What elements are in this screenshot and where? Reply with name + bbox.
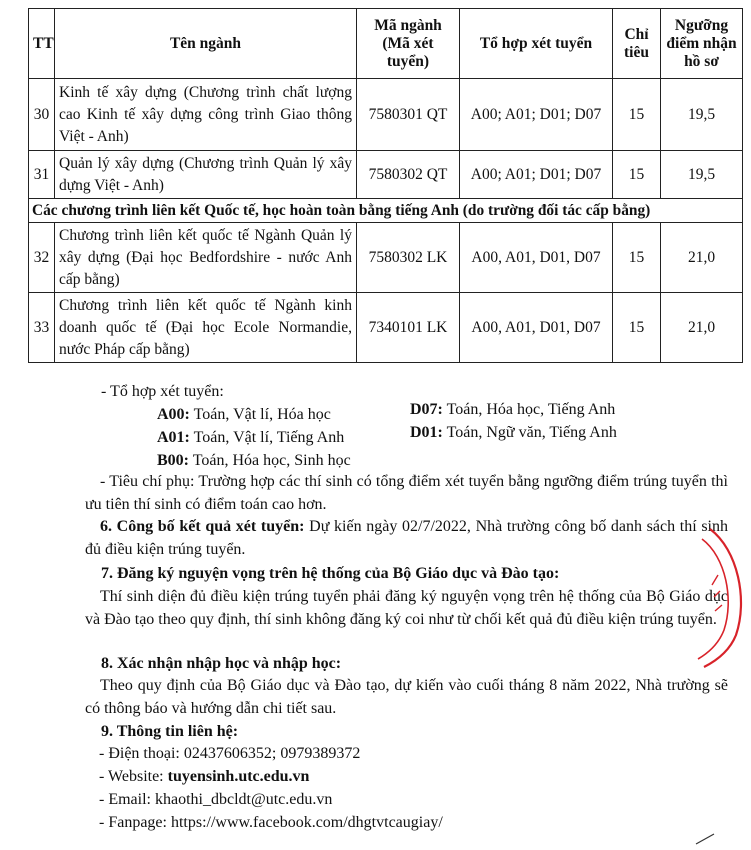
table-row bbox=[29, 151, 743, 199]
cell-name: Chương trình liên kết quốc tế Ngành Quản lý xây dựng (Đại học Bedfordshire - nước Anh cấp bằng) bbox=[55, 223, 357, 293]
contact-website-link[interactable]: tuyensinh.utc.edu.vn bbox=[167, 768, 310, 785]
combo-b00-text: Toán, Hóa học, Sinh học bbox=[189, 452, 351, 469]
combo-d01 bbox=[410, 422, 617, 444]
header-combo: Tổ hợp xét tuyển bbox=[460, 9, 613, 79]
cell-combo: A00, A01, D01, D07 bbox=[460, 293, 613, 363]
cell-code: 7580302 QT bbox=[357, 151, 460, 199]
header-code: Mã ngành (Mã xét tuyển) bbox=[357, 9, 460, 79]
cell-threshold: 21,0 bbox=[661, 223, 743, 293]
cell-name: Chương trình liên kết quốc tế Ngành kinh doanh quốc tế (Đại học Ecole Normandie, nước Pháp cấp bằng) bbox=[55, 293, 357, 363]
table-header-row bbox=[29, 9, 743, 79]
cell-quota: 15 bbox=[613, 151, 661, 199]
combo-d07 bbox=[410, 399, 615, 421]
cell-quota: 15 bbox=[613, 223, 661, 293]
contact-website-label: - Website: bbox=[99, 768, 168, 785]
cell-tt: 32 bbox=[29, 223, 55, 293]
cell-combo: A00; A01; D01; D07 bbox=[460, 79, 613, 151]
combo-b00 bbox=[157, 450, 351, 472]
combo-b00-code: B00: bbox=[157, 452, 189, 469]
section-7-text: Thí sinh diện đủ điều kiện trúng tuyển phải đăng ký nguyện vọng trên hệ thống của Bộ Giáo dục và Đào tạo theo quy định, thí sinh không đăng ký coi như từ chối kết quả đủ điều kiện trúng tuyển. bbox=[85, 588, 728, 628]
section-6-text: Dự kiến ngày 02/7/2022, Nhà trường công bố danh sách thí sinh đủ điều kiện trúng tuyển. bbox=[85, 518, 728, 558]
combo-d01-code: D01: bbox=[410, 424, 443, 441]
sub-criteria: - Tiêu chí phụ: Trường hợp các thí sinh có tổng điểm xét tuyển bằng ngưỡng điểm trúng tuyển thì ưu tiên thí sinh có điểm toán cao hơn. bbox=[85, 473, 728, 513]
section-row bbox=[29, 199, 743, 223]
header-threshold: Ngưỡng điểm nhận hồ sơ bbox=[661, 9, 743, 79]
table-row bbox=[29, 293, 743, 363]
combo-d07-text: Toán, Hóa học, Tiếng Anh bbox=[442, 401, 616, 418]
cell-code: 7340101 LK bbox=[357, 293, 460, 363]
cell-quota: 15 bbox=[613, 79, 661, 151]
combo-a01-text: Toán, Vật lí, Tiếng Anh bbox=[189, 429, 345, 446]
cell-threshold: 21,0 bbox=[661, 293, 743, 363]
section-8-heading: 8. Xác nhận nhập học và nhập học: bbox=[101, 655, 342, 672]
combo-a00-code: A00: bbox=[157, 406, 190, 423]
section-6-heading: 6. Công bố kết quả xét tuyển: bbox=[100, 518, 305, 535]
section-7-heading: 7. Đăng ký nguyện vọng trên hệ thống của Bộ Giáo dục và Đào tạo: bbox=[101, 565, 560, 582]
cell-tt: 31 bbox=[29, 151, 55, 199]
header-name: Tên ngành bbox=[55, 9, 357, 79]
combos-intro: - Tổ hợp xét tuyển: bbox=[101, 383, 224, 400]
section-6 bbox=[85, 516, 728, 561]
contact-fanpage: - Fanpage: https://www.facebook.com/dhgtvtcaugiay/ bbox=[99, 814, 443, 831]
section-title: Các chương trình liên kết Quốc tế, học hoàn toàn bằng tiếng Anh (do trường đối tác cấp bằng) bbox=[29, 199, 743, 223]
header-quota: Chỉ tiêu bbox=[613, 9, 661, 79]
combo-d07-code: D07: bbox=[410, 401, 443, 418]
cell-quota: 15 bbox=[613, 293, 661, 363]
table-row bbox=[29, 223, 743, 293]
cell-combo: A00, A01, D01, D07 bbox=[460, 223, 613, 293]
combo-a00-text: Toán, Vật lí, Hóa học bbox=[189, 406, 331, 423]
section-9-heading: 9. Thông tin liên hệ: bbox=[101, 723, 239, 740]
combo-d01-text: Toán, Ngữ văn, Tiếng Anh bbox=[442, 424, 617, 441]
contact-email: - Email: khaothi_dbcldt@utc.edu.vn bbox=[99, 791, 333, 808]
table-row bbox=[29, 79, 743, 151]
cell-threshold: 19,5 bbox=[661, 79, 743, 151]
combo-a01 bbox=[157, 427, 344, 449]
cell-tt: 30 bbox=[29, 79, 55, 151]
cell-code: 7580301 QT bbox=[357, 79, 460, 151]
cell-threshold: 19,5 bbox=[661, 151, 743, 199]
cell-code: 7580302 LK bbox=[357, 223, 460, 293]
contact-website bbox=[99, 766, 309, 788]
combo-a01-code: A01: bbox=[157, 429, 190, 446]
section-8-text: Theo quy định của Bộ Giáo dục và Đào tạo, dự kiến vào cuối tháng 8 năm 2022, Nhà trường sẽ có thông báo và hướng dẫn chi tiết sau. bbox=[85, 677, 728, 717]
header-tt: TT bbox=[29, 9, 55, 79]
admission-table bbox=[28, 8, 743, 363]
cell-name: Quản lý xây dựng (Chương trình Quản lý xây dựng Việt - Anh) bbox=[55, 151, 357, 199]
combo-a00 bbox=[157, 404, 331, 426]
cell-tt: 33 bbox=[29, 293, 55, 363]
pen-mark bbox=[694, 832, 716, 846]
cell-combo: A00; A01; D01; D07 bbox=[460, 151, 613, 199]
contact-phone: - Điện thoại: 02437606352; 0979389372 bbox=[99, 745, 361, 762]
cell-name: Kinh tế xây dựng (Chương trình chất lượng cao Kinh tế xây dựng công trình Giao thông Việt - Anh) bbox=[55, 79, 357, 151]
